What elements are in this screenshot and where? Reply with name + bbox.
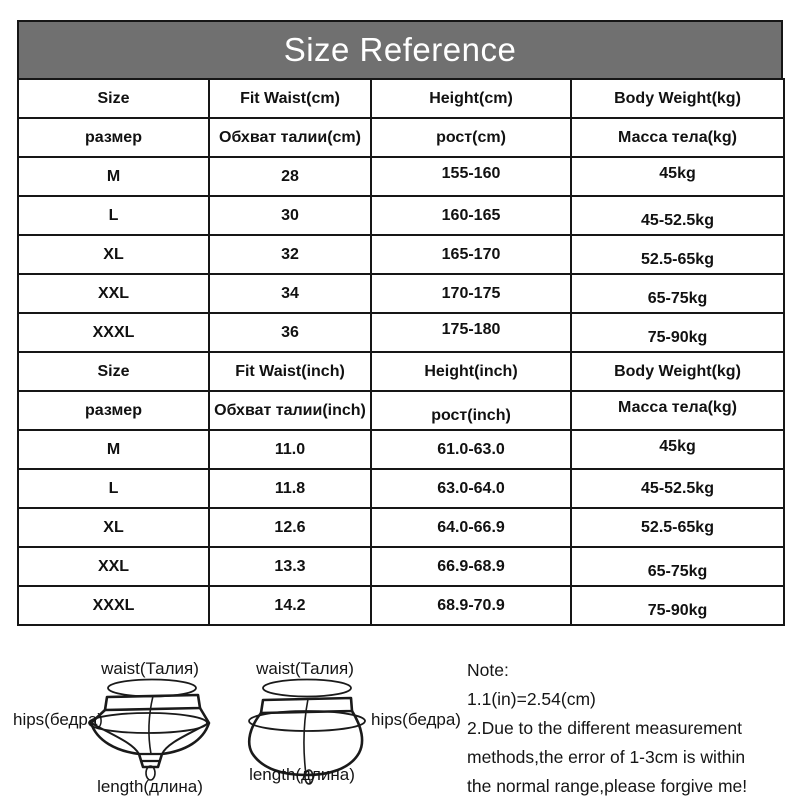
table-row bbox=[18, 508, 784, 547]
length-label-right: length(длина) bbox=[249, 765, 355, 784]
waist-label-right: waist(Талия) bbox=[256, 659, 354, 678]
table-cell: M bbox=[18, 430, 209, 469]
table-cell: 32 bbox=[209, 235, 371, 274]
table-cell: Масса тела(kg) bbox=[571, 391, 784, 430]
table-cell: 64.0-66.9 bbox=[371, 508, 571, 547]
table-cell: рост(inch) bbox=[371, 391, 571, 430]
table-cell: M bbox=[18, 157, 209, 196]
length-label-left: length(длина) bbox=[97, 777, 203, 796]
table-cell: XXXL bbox=[18, 313, 209, 352]
table-row bbox=[18, 196, 784, 235]
table-row bbox=[18, 586, 784, 625]
table-cell: рост(cm) bbox=[371, 118, 571, 157]
table-cell: 75-90kg bbox=[571, 586, 784, 625]
table-cell: 34 bbox=[209, 274, 371, 313]
table-cell: 52.5-65kg bbox=[571, 235, 784, 274]
table-cell: 28 bbox=[209, 157, 371, 196]
hips-label-right: hips(бедра) bbox=[371, 710, 461, 729]
table-cell: Масса тела(kg) bbox=[571, 118, 784, 157]
table-cell: 66.9-68.9 bbox=[371, 547, 571, 586]
table-cell: 11.8 bbox=[209, 469, 371, 508]
note-line: methods,the error of 1-3cm is within bbox=[467, 747, 746, 767]
table-cell: 175-180 bbox=[371, 313, 571, 352]
table-cell: 52.5-65kg bbox=[571, 508, 784, 547]
table-row bbox=[18, 469, 784, 508]
table-cell: Fit Waist(inch) bbox=[209, 352, 371, 391]
table-cell: Height(cm) bbox=[371, 79, 571, 118]
table-cell: Fit Waist(cm) bbox=[209, 79, 371, 118]
table-cell: L bbox=[18, 196, 209, 235]
table-cell: 170-175 bbox=[371, 274, 571, 313]
table-cell: XXL bbox=[18, 274, 209, 313]
table-cell: 45-52.5kg bbox=[571, 469, 784, 508]
table-cell: 160-165 bbox=[371, 196, 571, 235]
table-row bbox=[18, 547, 784, 586]
table-cell: L bbox=[18, 469, 209, 508]
table-cell: Body Weight(kg) bbox=[571, 79, 784, 118]
note-line: Note: bbox=[467, 660, 509, 680]
table-cell: 45kg bbox=[571, 430, 784, 469]
table-cell: 11.0 bbox=[209, 430, 371, 469]
table-cell: 12.6 bbox=[209, 508, 371, 547]
note-line: the normal range,please forgive me! bbox=[467, 776, 748, 796]
table-cell: Size bbox=[18, 79, 209, 118]
size-reference-table-wrap bbox=[17, 20, 783, 626]
table-cell: Обхват талии(inch) bbox=[209, 391, 371, 430]
table-row bbox=[18, 274, 784, 313]
table-cell: XXXL bbox=[18, 586, 209, 625]
table-header-row-cm-ru bbox=[18, 118, 784, 157]
table-cell: 61.0-63.0 bbox=[371, 430, 571, 469]
table-cell: Height(inch) bbox=[371, 352, 571, 391]
table-header-row-inch bbox=[18, 352, 784, 391]
table-cell: размер bbox=[18, 391, 209, 430]
table-cell: 65-75kg bbox=[571, 274, 784, 313]
table-cell: Size bbox=[18, 352, 209, 391]
table-cell: 165-170 bbox=[371, 235, 571, 274]
table-cell: XL bbox=[18, 508, 209, 547]
table-row bbox=[18, 313, 784, 352]
table-cell: 75-90kg bbox=[571, 313, 784, 352]
table-cell: XL bbox=[18, 235, 209, 274]
table-cell: 13.3 bbox=[209, 547, 371, 586]
table-cell: 30 bbox=[209, 196, 371, 235]
table-cell: 45kg bbox=[571, 157, 784, 196]
table-cell: 155-160 bbox=[371, 157, 571, 196]
table-cell: 63.0-64.0 bbox=[371, 469, 571, 508]
note-line: 2.Due to the different measurement bbox=[467, 718, 742, 738]
brief-diagram-left bbox=[89, 680, 209, 781]
table-row bbox=[18, 430, 784, 469]
size-table bbox=[17, 78, 785, 626]
table-row bbox=[18, 235, 784, 274]
table-cell: 36 bbox=[209, 313, 371, 352]
table-header-row-inch-ru bbox=[18, 391, 784, 430]
table-header-row-cm bbox=[18, 79, 784, 118]
table-cell: Обхват талии(cm) bbox=[209, 118, 371, 157]
table-row bbox=[18, 157, 784, 196]
table-cell: 45-52.5kg bbox=[571, 196, 784, 235]
table-cell: Body Weight(kg) bbox=[571, 352, 784, 391]
table-cell: 14.2 bbox=[209, 586, 371, 625]
table-cell: 68.9-70.9 bbox=[371, 586, 571, 625]
table-cell: 65-75kg bbox=[571, 547, 784, 586]
page-title: Size Reference bbox=[17, 20, 783, 78]
table-cell: размер bbox=[18, 118, 209, 157]
note-block bbox=[467, 656, 797, 801]
table-cell: XXL bbox=[18, 547, 209, 586]
hips-label-left: hips(бедра) bbox=[13, 710, 103, 729]
note-line: 1.1(in)=2.54(cm) bbox=[467, 689, 596, 709]
waist-label-left: waist(Талия) bbox=[101, 659, 199, 678]
